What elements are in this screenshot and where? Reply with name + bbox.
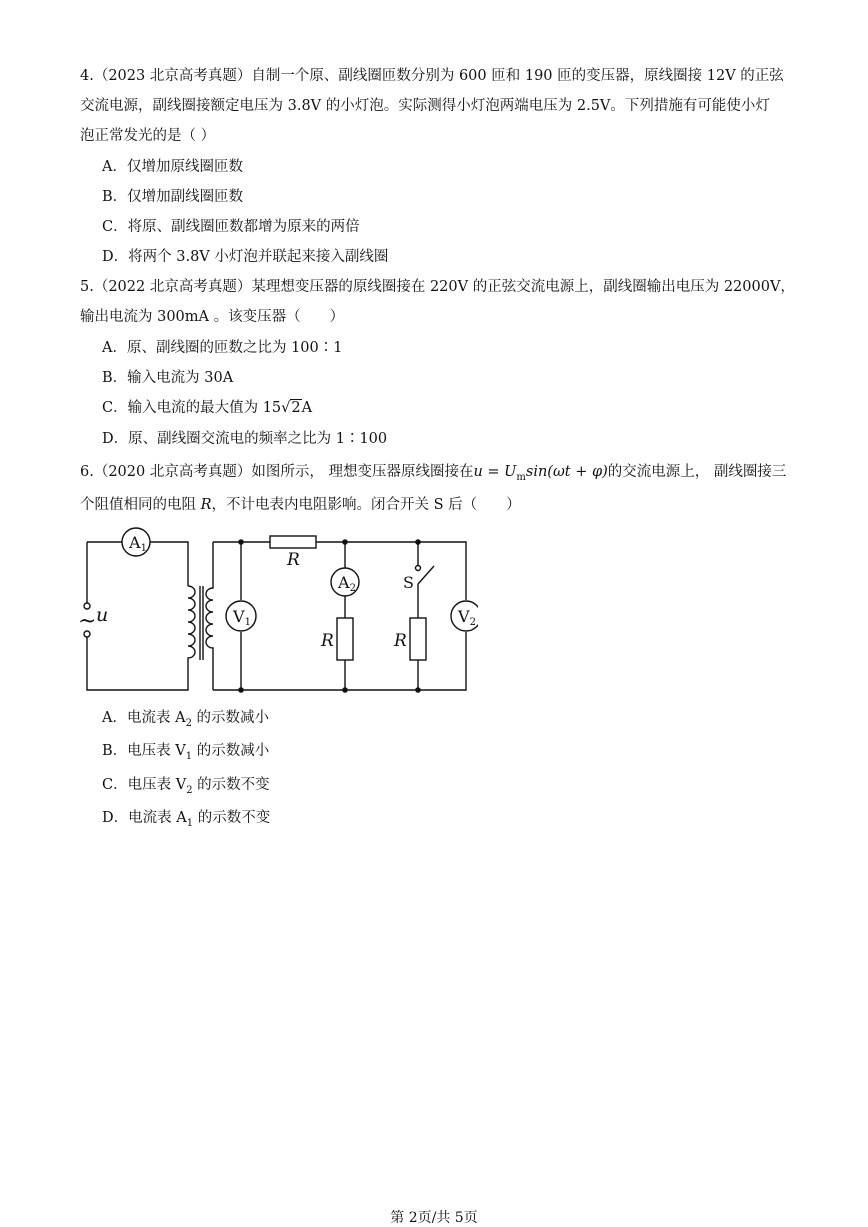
q5-option-d: D．原、副线圈交流电的频率之比为 1∶100 bbox=[102, 431, 388, 447]
primary-coil bbox=[188, 586, 195, 660]
q6-line-2 bbox=[80, 495, 521, 515]
q6-option-d-end: 的示数不变 bbox=[193, 810, 271, 826]
q6-option-b bbox=[102, 741, 269, 767]
junction-dot bbox=[238, 687, 244, 693]
v2-label: V2 bbox=[458, 607, 476, 628]
q6-option-a-sub: 2 bbox=[185, 717, 192, 729]
r-top-label: R bbox=[287, 550, 300, 570]
q6-formula-sub: m bbox=[516, 471, 526, 483]
junction-dot bbox=[238, 539, 244, 545]
q4-line-1: 4.（2023 北京高考真题）自制一个原、副线圈匝数分别为 600 匝和 190 匝的变压器，原线圈接 12V 的正弦 bbox=[80, 68, 784, 84]
q6-option-c-text: C．电压表 V bbox=[102, 777, 187, 793]
resistor-top bbox=[270, 536, 316, 548]
q5-option-a: A．原、副线圈的匝数之比为 100∶1 bbox=[102, 340, 343, 356]
q6-line-1-text: 6.（2020 北京高考真题）如图所示， 理想变压器原线圈接在 bbox=[80, 464, 474, 480]
q5-option-c-radicand: 2 bbox=[291, 400, 301, 416]
q4-option-d: D．将两个 3.8V 小灯泡并联起来接入副线圈 bbox=[102, 249, 389, 265]
q6-option-d-sub: 1 bbox=[186, 817, 194, 829]
r-right-label: R bbox=[394, 631, 407, 651]
ac-tilde: ~ bbox=[78, 609, 97, 634]
primary-bottom-wire bbox=[87, 636, 188, 690]
q5-option-b: B．输入电流为 30A bbox=[102, 370, 234, 386]
junction-dot bbox=[342, 687, 348, 693]
resistor-right bbox=[410, 618, 426, 660]
junction-dot bbox=[415, 687, 421, 693]
u-label: u bbox=[96, 604, 109, 626]
q6-line-1 bbox=[80, 462, 786, 488]
resistor-middle bbox=[337, 618, 353, 660]
q4-option-b: B．仅增加副线圈匝数 bbox=[102, 189, 244, 205]
q6-option-c-sub: 2 bbox=[186, 784, 193, 796]
sqrt-sign: √ bbox=[281, 400, 291, 416]
q6-line-2-text: 个阻值相同的电阻 bbox=[80, 497, 201, 513]
a1-label: A1 bbox=[129, 533, 147, 554]
q4-line-2: 交流电源，副线圈接额定电压为 3.8V 的小灯泡。实际测得小灯泡两端电压为 2.5V。下列措施有可能使小灯 bbox=[80, 98, 770, 114]
q6-option-b-sub: 1 bbox=[185, 750, 193, 762]
q6-option-d-text: D．电流表 A bbox=[102, 810, 187, 826]
q6-line-1-end: 的交流电源上， 副线圈接三 bbox=[607, 464, 787, 480]
q4-option-a: A．仅增加原线圈匝数 bbox=[102, 159, 243, 175]
q6-formula-2: sin(ωt + φ) bbox=[525, 464, 608, 480]
q6-option-b-text: B．电压表 V bbox=[102, 743, 186, 759]
q4-line-3: 泡正常发光的是（ ） bbox=[80, 128, 216, 144]
q6-option-b-end: 的示数减小 bbox=[192, 743, 270, 759]
q5-option-c bbox=[102, 398, 312, 418]
r-middle-label: R bbox=[321, 631, 334, 651]
q5-line-2: 输出电流为 300mA 。该变压器（ ） bbox=[80, 309, 345, 325]
a2-label: A2 bbox=[338, 573, 356, 594]
q6-line-2-end: ，不计电表内电阻影响。闭合开关 S 后（ ） bbox=[211, 497, 521, 513]
q5-option-c-unit: A bbox=[301, 400, 313, 416]
q6-option-c-end: 的示数不变 bbox=[192, 777, 270, 793]
q6-option-a bbox=[102, 708, 269, 734]
q4-option-c: C．将原、副线圈匝数都增为原来的两倍 bbox=[102, 219, 360, 235]
q6-option-c bbox=[102, 775, 270, 801]
page-footer: 第 2页/共 5页 bbox=[390, 1210, 478, 1226]
secondary-coil bbox=[206, 542, 213, 690]
q6-option-d bbox=[102, 808, 270, 834]
junction-dot bbox=[342, 539, 348, 545]
q5-line-1: 5.（2022 北京高考真题）某理想变压器的原线圈接在 220V 的正弦交流电源上，副线圈输出电压为 22000V， bbox=[80, 279, 795, 295]
q6-option-a-end: 的示数减小 bbox=[191, 710, 270, 726]
junction-dot bbox=[415, 539, 421, 545]
q5-option-c-text: C．输入电流的最大值为 15 bbox=[102, 400, 282, 416]
switch-contact bbox=[416, 566, 421, 571]
q6-formula: u = U bbox=[473, 464, 517, 480]
primary-top-wire-right bbox=[150, 542, 188, 586]
switch-label: S bbox=[403, 573, 414, 592]
circuit-diagram bbox=[78, 526, 478, 696]
v1-label: V1 bbox=[233, 607, 251, 628]
q6-option-a-text: A．电流表 A bbox=[102, 710, 186, 726]
q6-line-2-r: R bbox=[200, 497, 212, 513]
